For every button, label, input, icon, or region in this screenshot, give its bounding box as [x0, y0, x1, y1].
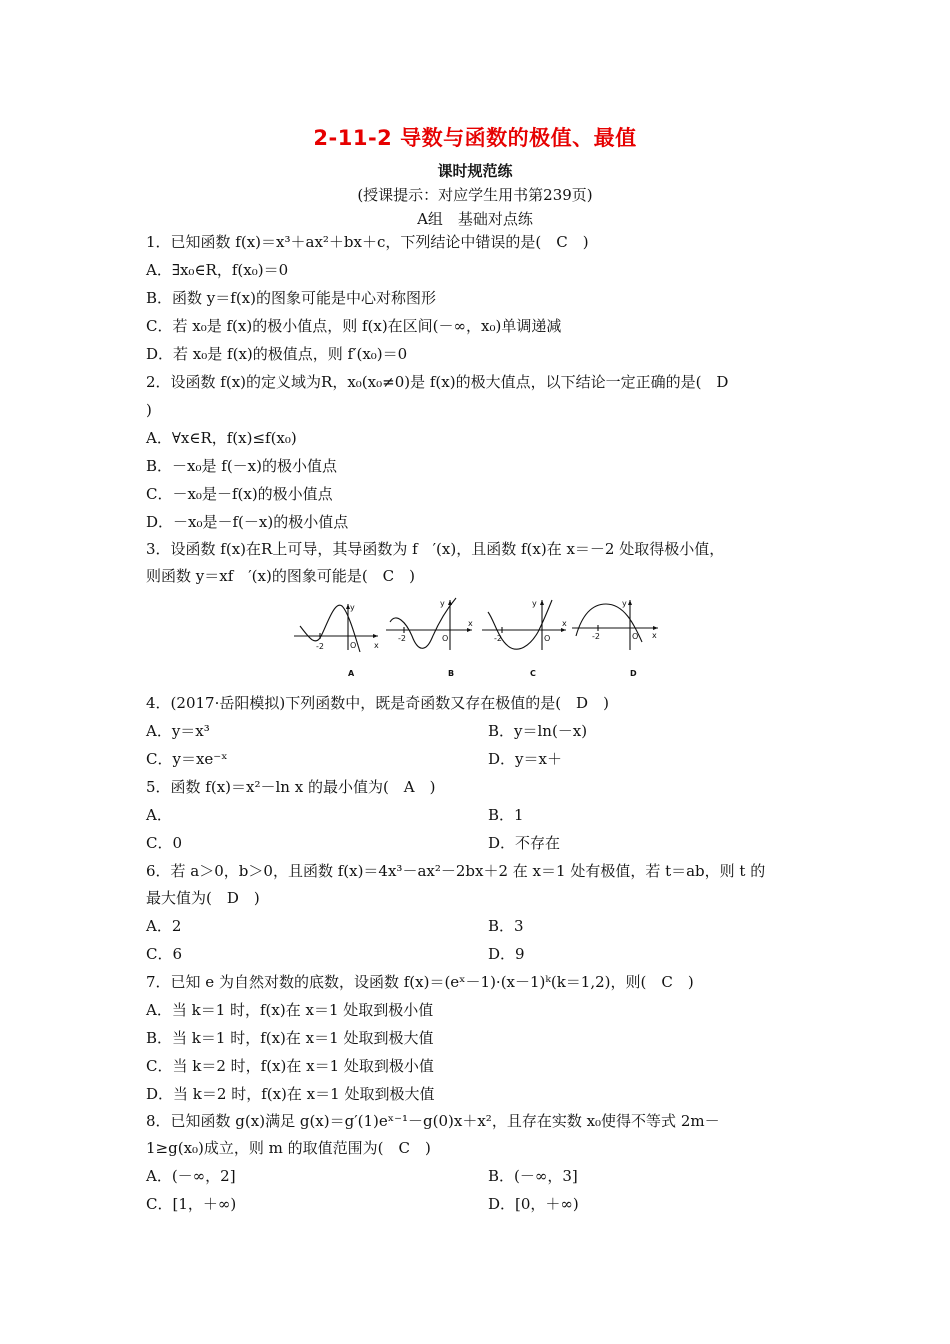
q6-stem: 6．若 a＞0，b＞0，且函数 f(x)＝4x³－ax²－2bx＋2 在 x＝1 处有极值，若 t＝ab，则 t 的: [146, 862, 766, 880]
q2-stem: 2．设函数 f(x)的定义域为R，x₀(x₀≠0)是 f(x)的极大值点，以下结论一定正确的是( D: [146, 373, 729, 391]
fig-a-tick: -2: [316, 642, 324, 651]
q7-option-c: C．当 k＝2 时，f(x)在 x＝1 处取到极小值: [146, 1057, 434, 1075]
fig-d-tick: -2: [592, 632, 600, 641]
fig-d-letter: D: [630, 669, 637, 678]
fig-b-letter: B: [448, 669, 455, 678]
fig-d-origin: O: [632, 632, 639, 641]
q1-option-b: B．函数 y＝f(x)的图象可能是中心对称图形: [146, 289, 436, 307]
fig-c-y-label: y: [532, 599, 537, 608]
q2-stem-cont: ): [146, 401, 152, 419]
fig-d-y-label: y: [622, 599, 627, 608]
fig-c-tick: -2: [494, 634, 502, 643]
fig-c-letter: C: [530, 669, 536, 678]
fig-a-y-label: y: [350, 603, 355, 612]
q2-option-c: C．－x₀是－f(x)的极小值点: [146, 485, 333, 503]
q5-option-c: C．0: [146, 834, 183, 852]
q6-option-c: C．6: [146, 945, 183, 963]
q8-option-b: B．(－∞，3]: [488, 1167, 578, 1185]
q8-stem-cont: 1≥g(x₀)成立，则 m 的取值范围为( C ): [146, 1139, 431, 1157]
q1-stem: 1．已知函数 f(x)＝x³＋ax²＋bx＋c，下列结论中错误的是( C ): [146, 233, 589, 251]
q1-option-d: D．若 x₀是 f(x)的极值点，则 f′(x₀)＝0: [146, 345, 408, 363]
q5-option-b: B．1: [488, 806, 524, 824]
teaching-hint: (授课提示：对应学生用书第239页): [357, 186, 593, 204]
q4-option-c: C．y＝xe⁻ˣ: [146, 750, 228, 768]
q8-option-c: C．[1，＋∞): [146, 1195, 237, 1213]
q2-option-b: B．－x₀是 f(－x)的极小值点: [146, 457, 337, 475]
q5-stem: 5．函数 f(x)＝x²－ln x 的最小值为( A ): [146, 778, 436, 796]
q3-stem: 3．设函数 f(x)在R上可导，其导函数为 f ′(x)，且函数 f(x)在 x＝－2 处取得极小值，: [146, 540, 725, 558]
fig-b-origin: O: [442, 634, 449, 643]
q6-option-a: A．2: [146, 917, 182, 935]
fig-d-x-label: x: [652, 631, 657, 640]
q5-option-a: A．: [146, 806, 172, 824]
q2-option-a: A．∀x∈R，f(x)≤f(x₀): [146, 429, 297, 447]
page-title: 2-11-2 导数与函数的极值、最值: [313, 126, 637, 150]
q6-option-b: B．3: [488, 917, 524, 935]
q3-stem-cont: 则函数 y＝xf ′(x)的图象可能是( C ): [146, 567, 416, 585]
q1-option-a: A．∃x₀∈R，f(x₀)＝0: [146, 261, 289, 279]
q7-stem: 7．已知 e 为自然对数的底数，设函数 f(x)＝(eˣ－1)·(x－1)ᵏ(k＝1,2)，则( C ): [146, 973, 694, 991]
fig-c-origin: O: [544, 634, 551, 643]
fig-c-x-label: x: [562, 619, 567, 628]
q7-option-d: D．当 k＝2 时，f(x)在 x＝1 处取到极大值: [146, 1085, 435, 1103]
q4-option-d: D．y＝x＋: [488, 750, 562, 768]
fig-a-origin: O: [350, 641, 357, 650]
fig-b-y-label: y: [440, 599, 445, 608]
fig-b-x-label: x: [468, 619, 473, 628]
q1-option-c: C．若 x₀是 f(x)的极小值点，则 f(x)在区间(－∞，x₀)单调递减: [146, 317, 562, 335]
q6-stem-cont: 最大值为( D ): [146, 889, 260, 907]
q6-option-d: D．9: [488, 945, 525, 963]
group-heading: A组 基础对点练: [417, 210, 533, 228]
q5-option-d: D．不存在: [488, 834, 561, 852]
fig-b-tick: -2: [398, 634, 406, 643]
q7-option-b: B．当 k＝1 时，f(x)在 x＝1 处取到极大值: [146, 1029, 434, 1047]
q3-graph-options: [290, 596, 662, 682]
page-subtitle: 课时规范练: [437, 162, 513, 180]
q4-option-b: B．y＝ln(－x): [488, 722, 588, 740]
q4-stem: 4．(2017·岳阳模拟)下列函数中，既是奇函数又存在极值的是( D ): [146, 694, 609, 712]
q7-option-a: A．当 k＝1 时，f(x)在 x＝1 处取到极小值: [146, 1001, 434, 1019]
q8-stem: 8．已知函数 g(x)满足 g(x)＝g′(1)eˣ⁻¹－g(0)x＋x²，且存在实数 x₀使得不等式 2m－: [146, 1112, 720, 1130]
q2-option-d: D．－x₀是－f(－x)的极小值点: [146, 513, 349, 531]
q8-option-a: A．(－∞，2]: [146, 1167, 236, 1185]
fig-a-x-label: x: [374, 641, 379, 650]
q8-option-d: D．[0，＋∞): [488, 1195, 579, 1213]
fig-a-letter: A: [348, 669, 355, 678]
q4-option-a: A．y＝x³: [146, 722, 210, 740]
